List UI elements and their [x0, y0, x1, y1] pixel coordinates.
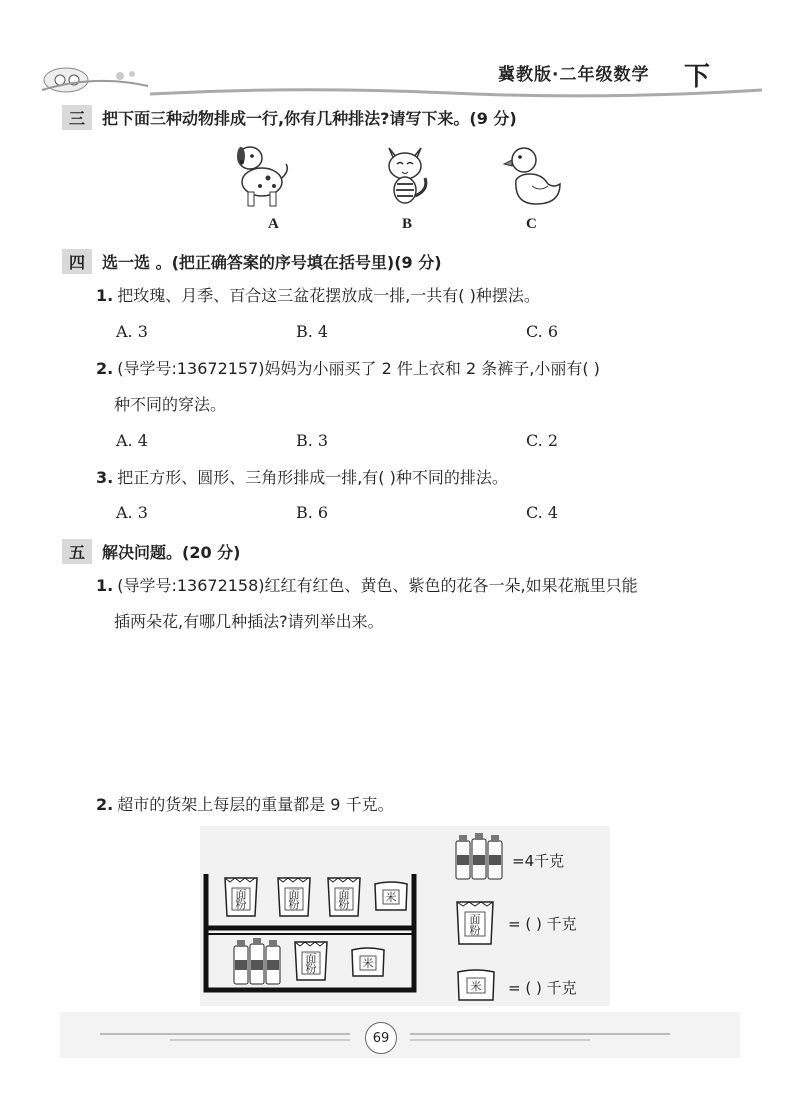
s4-q2-text-cont: 种不同的穿法。	[114, 395, 227, 414]
svg-text:面: 面	[235, 888, 247, 901]
svg-text:粉: 粉	[288, 898, 300, 911]
footer-band	[60, 1012, 740, 1058]
duck-icon	[502, 140, 564, 210]
footer-line-right-2	[410, 1039, 590, 1041]
s5-q1-number: 1.	[96, 576, 114, 595]
animal-label-a: A	[268, 216, 279, 232]
flour-bag-icon	[454, 898, 496, 948]
s5-q1-text: (导学号:13672158)红红有红色、黄色、紫色的花各一朵,如果花瓶里只能	[117, 576, 638, 595]
rice-bag-icon	[456, 968, 496, 1002]
section5-number: 五	[62, 539, 92, 564]
footer-line-left	[100, 1033, 350, 1035]
section4-title: 选一选 。(把正确答案的序号填在括号里)(9 分)	[102, 253, 442, 272]
s4-q3-option-c: C. 4	[526, 503, 559, 522]
header-wave-line	[150, 84, 762, 98]
s4-q1-option-a: A. 3	[116, 322, 148, 341]
s5-q1-text-cont: 插两朵花,有哪几种插法?请列举出来。	[114, 612, 384, 631]
animal-label-c: C	[526, 216, 537, 232]
s4-q1-text: 把玫瑰、月季、百合这三盆花摆放成一排,一共有( )种摆法。	[117, 286, 540, 305]
flour-bag-icon	[292, 938, 330, 984]
s4-q3-number: 3.	[96, 468, 114, 487]
s4-q3-text: 把正方形、圆形、三角形排成一排,有( )种不同的排法。	[117, 468, 508, 487]
svg-text:面: 面	[338, 888, 350, 901]
svg-text:粉: 粉	[338, 898, 350, 911]
s4-question-1	[96, 284, 540, 308]
section5-heading	[62, 539, 240, 564]
legend-flour-weight: = ( ) 千克	[508, 915, 577, 933]
flour-bag-icon	[275, 874, 313, 920]
section4-number: 四	[62, 249, 92, 274]
s4-question-3	[96, 466, 508, 490]
footer-line-left-2	[170, 1039, 350, 1041]
s5-question-1	[96, 574, 638, 598]
svg-text:米: 米	[362, 957, 374, 970]
s4-q1-number: 1.	[96, 286, 114, 305]
s5-q2-number: 2.	[96, 795, 114, 814]
flour-bag-icon	[222, 874, 260, 920]
header-edition: 冀教版·二年级数学	[498, 65, 650, 85]
s4-q2-number: 2.	[96, 359, 114, 378]
dog-icon	[232, 140, 292, 210]
s4-q2-text: (导学号:13672157)妈妈为小丽买了 2 件上衣和 2 条裤子,小丽有( )	[117, 359, 600, 378]
page-number: 69	[365, 1022, 397, 1054]
svg-text:面: 面	[288, 888, 300, 901]
s5-question-2	[96, 793, 394, 817]
s4-q2-option-c: C. 2	[526, 431, 559, 450]
rice-bag-icon	[350, 946, 386, 978]
section3-number: 三	[62, 105, 92, 130]
s4-q2-option-b: B. 3	[296, 431, 329, 450]
header-decoration-icon	[40, 56, 150, 96]
s4-question-2	[96, 357, 600, 381]
svg-text:粉: 粉	[305, 962, 317, 975]
flour-bag-icon	[325, 874, 363, 920]
svg-text:米: 米	[385, 891, 397, 904]
svg-text:米: 米	[470, 980, 482, 993]
s4-q3-option-a: A. 3	[116, 503, 148, 522]
animal-label-b: B	[402, 216, 413, 232]
svg-text:粉: 粉	[469, 924, 481, 937]
section4-heading	[62, 249, 442, 274]
s4-q2-option-a: A. 4	[116, 431, 148, 450]
legend-bottles-weight: =4千克	[512, 852, 565, 870]
section3-heading	[62, 105, 517, 130]
svg-text:粉: 粉	[235, 898, 247, 911]
legend-rice-weight: = ( ) 千克	[508, 979, 577, 997]
section5-title: 解决问题。(20 分)	[102, 543, 241, 562]
footer-line-right	[410, 1033, 670, 1035]
s4-q3-option-b: B. 6	[296, 503, 329, 522]
oil-bottles-icon	[232, 938, 282, 986]
cat-icon	[375, 140, 435, 210]
svg-text:面: 面	[469, 913, 481, 926]
svg-text:面: 面	[305, 952, 317, 965]
s4-q1-option-c: C. 6	[526, 322, 559, 341]
s4-q1-option-b: B. 4	[296, 322, 329, 341]
header-volume: 下	[684, 62, 711, 92]
s5-q2-text: 超市的货架上每层的重量都是 9 千克。	[117, 795, 394, 814]
section3-title: 把下面三种动物排成一行,你有几种排法?请写下来。(9 分)	[102, 109, 517, 128]
oil-bottles-icon	[454, 833, 504, 881]
rice-bag-icon	[373, 880, 409, 912]
